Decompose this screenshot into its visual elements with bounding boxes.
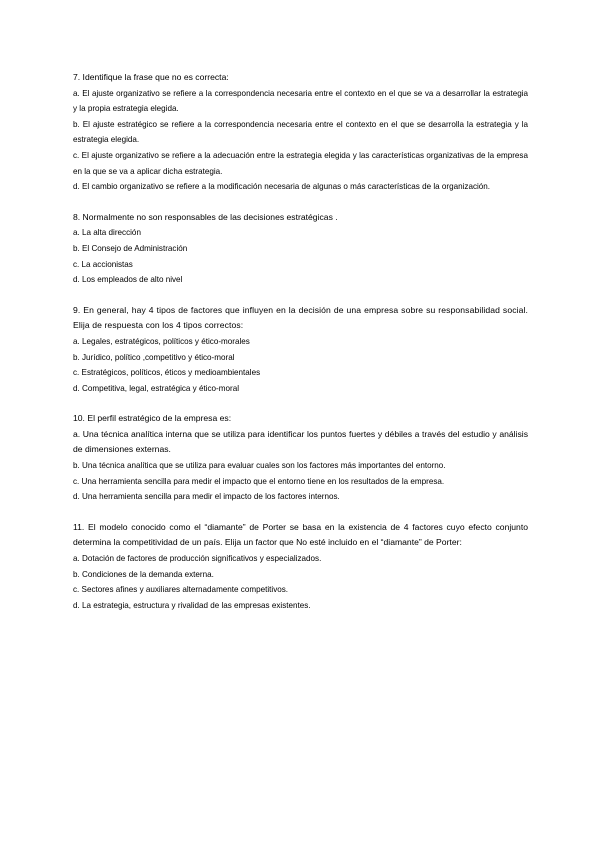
answer-option-b: b. Jurídico, político ,competitivo y ético-moral — [73, 352, 235, 362]
answer-option-d: d. Los empleados de alto nivel — [73, 275, 183, 285]
question-stem: 7. Identifique la frase que no es correcta: — [73, 72, 229, 82]
question-stem: 9. En general, hay 4 tipos de factores que influyen en la decisión de una empresa sobre su responsabilidad social. Elija de respuesta con los 4 tipos correctos: — [73, 304, 528, 331]
answer-option-d: d. Una herramienta sencilla para medir el impacto de los factores internos. — [73, 492, 340, 502]
answer-option-b: b. Una técnica analítica que se utiliza para evaluar cuales son los factores más importantes del entorno. — [73, 461, 446, 471]
answer-option-a: a. Legales, estratégicos, políticos y ético-morales — [73, 336, 250, 346]
answer-option-d: d. La estrategia, estructura y rivalidad de las empresas existentes. — [73, 600, 311, 610]
answer-option-a: a. La alta dirección — [73, 228, 141, 238]
answer-option-b: b. El ajuste estratégico se refiere a la correspondencia necesaria entre el contexto en el que se desarrolla la estrategia y la estrategia elegida. — [73, 119, 528, 145]
answer-option-c: c. La accionistas — [73, 259, 133, 269]
question-7 — [73, 70, 528, 195]
answer-option-a: a. El ajuste organizativo se refiere a la correspondencia necesaria entre el contexto en el que se va a desarrollar la estrategia y la propia estrategia elegida. — [73, 88, 528, 114]
question-stem: 10. El perfil estratégico de la empresa es: — [73, 413, 232, 424]
question-10 — [73, 411, 528, 505]
question-8 — [73, 210, 528, 288]
document-page — [73, 70, 528, 628]
answer-option-c: c. Una herramienta sencilla para medir el impacto que el entorno tiene en los resultados de la empresa. — [73, 476, 445, 486]
question-9 — [73, 303, 528, 397]
question-stem: 11. El modelo conocido como el “diamante” de Porter se basa en la existencia de 4 factores cuyo efecto conjunto determina la competitividad de un país. Elija un factor que No esté incluido en el “diamante” de Porter: — [73, 521, 528, 548]
question-11 — [73, 520, 528, 614]
answer-option-c: c. El ajuste organizativo se refiere a la adecuación entre la estrategia elegida y las características organizativas de la empresa en la que se va a aplicar dicha estrategia. — [73, 150, 528, 176]
answer-option-d: d. Competitiva, legal, estratégica y ético-moral — [73, 383, 239, 393]
answer-option-c: c. Estratégicos, políticos, éticos y medioambientales — [73, 368, 261, 378]
answer-option-b: b. Condiciones de la demanda externa. — [73, 569, 214, 579]
answer-option-c: c. Sectores afines y auxiliares alternadamente competitivos. — [73, 585, 289, 595]
answer-option-b: b. El Consejo de Administración — [73, 243, 188, 253]
question-stem: 8. Normalmente no son responsables de las decisiones estratégicas . — [73, 211, 338, 222]
answer-option-a: a. Una técnica analítica interna que se utiliza para identificar los puntos fuertes y débiles a través del estudio y análisis de dimensiones externas. — [73, 428, 528, 455]
answer-option-a: a. Dotación de factores de producción significativos y especializados. — [73, 554, 322, 564]
answer-option-d: d. El cambio organizativo se refiere a la modificación necesaria de algunas o más características de la organización. — [73, 182, 491, 192]
